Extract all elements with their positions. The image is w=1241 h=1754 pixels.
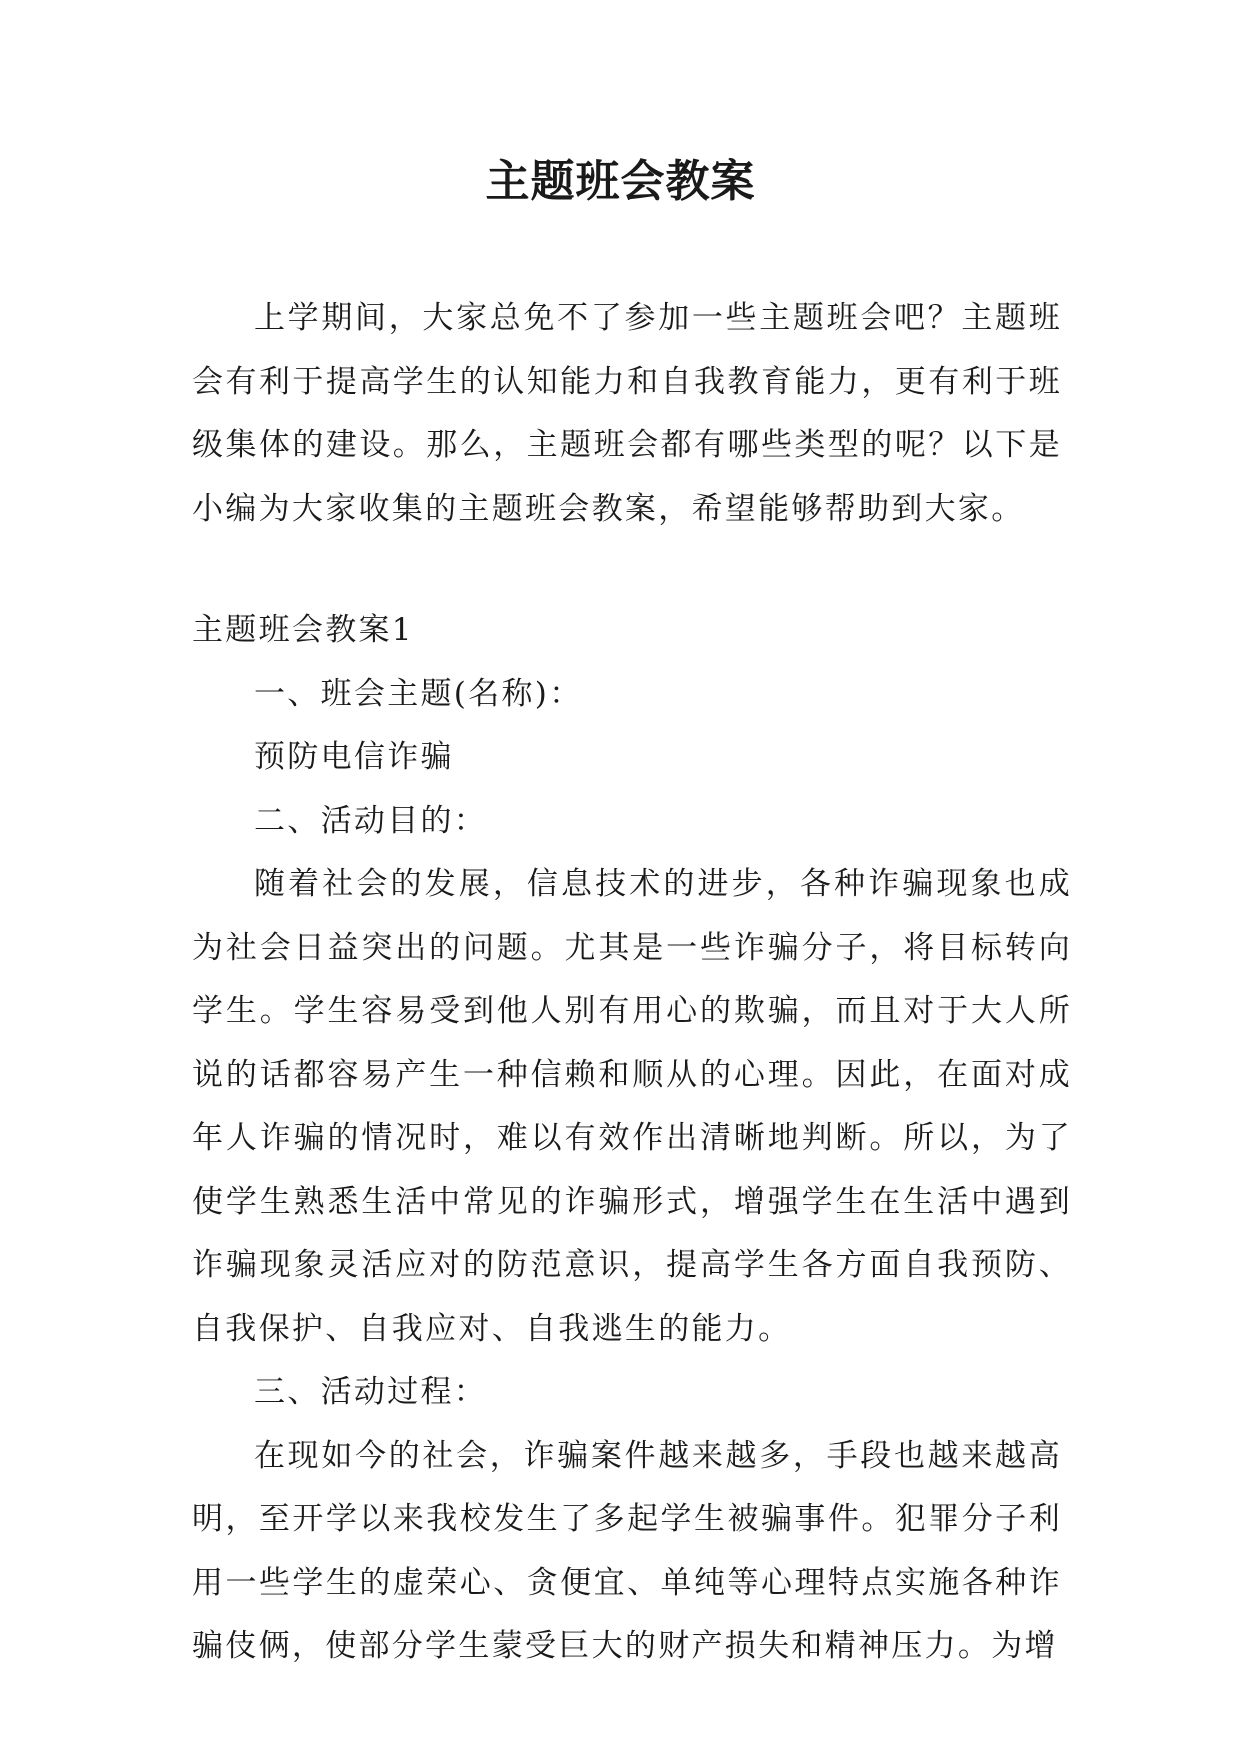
topic-text: 预防电信诈骗 bbox=[254, 739, 454, 775]
section-title: 主题班会教案1 bbox=[192, 612, 414, 648]
intro-paragraph: 上学期间，大家总免不了参加一些主题班会吧？主题班会有利于提高学生的认知能力和自我教育能力，更有利于班级集体的建设。那么，主题班会都有哪些类型的呢？以下是小编为大家收集的主题班会教案，希望能够帮助到大家。 bbox=[192, 300, 1062, 527]
heading-process: 三、活动过程： bbox=[254, 1374, 488, 1410]
purpose-paragraph: 随着社会的发展，信息技术的进步，各种诈骗现象也成为社会日益突出的问题。尤其是一些诈骗分子，将目标转向学生。学生容易受到他人别有用心的欺骗，而且对于大人所说的话都容易产生一种信赖和顺从的心理。因此，在面对成年人诈骗的情况时，难以有效作出清晰地判断。所以，为了使学生熟悉生活中常见的诈骗形式，增强学生在生活中遇到诈骗现象灵活应对的防范意识，提高学生各方面自我预防、自我保护、自我应对、自我逃生的能力。 bbox=[192, 866, 1072, 1347]
document-title: 主题班会教案 bbox=[485, 156, 756, 207]
heading-purpose: 二、活动目的： bbox=[254, 802, 488, 839]
process-paragraph: 在现如今的社会，诈骗案件越来越多，手段也越来越高明，至开学以来我校发生了多起学生被骗事件。犯罪分子利用一些学生的虚荣心、贪便宜、单纯等心理特点实施各种诈骗伎俩，使部分学生蒙受巨大的财产损失和精神压力。为增 bbox=[192, 1437, 1062, 1664]
document-body bbox=[192, 287, 1072, 1679]
heading-topic: 一、班会主题(名称)： bbox=[254, 675, 583, 712]
